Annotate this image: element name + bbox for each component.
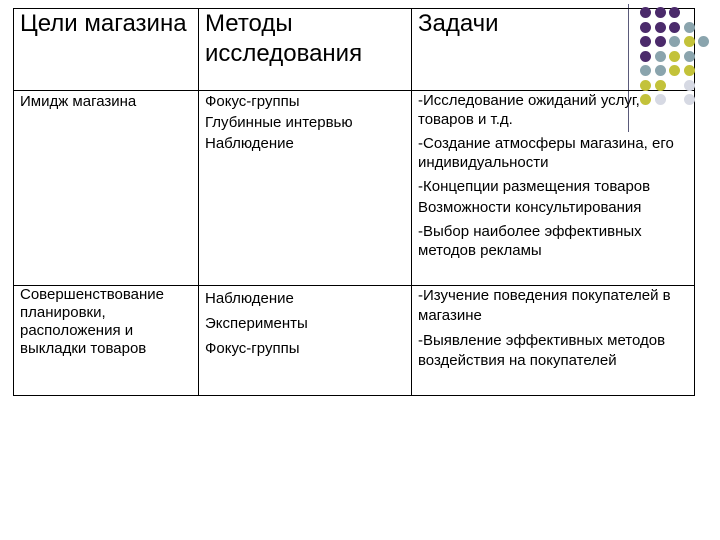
- goal-cell: [14, 285, 199, 395]
- goal-cell: [14, 90, 199, 285]
- goal-text: Совершенствование планировки, расположения и выкладки товаров: [20, 285, 164, 357]
- method-item: Глубинные интервью: [205, 113, 353, 131]
- decor-dot: [655, 36, 666, 47]
- decor-dot: [669, 36, 680, 47]
- header-goals: [14, 9, 199, 91]
- decor-dot: [684, 94, 695, 105]
- tasks-cell: [412, 285, 695, 395]
- decor-dot: [655, 94, 666, 105]
- decor-dot: [684, 80, 695, 91]
- decor-dot: [684, 51, 695, 62]
- decor-dot: [640, 22, 651, 33]
- methods-cell: [199, 285, 412, 395]
- decor-dot: [640, 36, 651, 47]
- decor-dot: [684, 65, 695, 76]
- decor-dot: [640, 51, 651, 62]
- method-item: Фокус-группы: [205, 339, 300, 357]
- header-goals-label: Цели магазина: [20, 10, 187, 37]
- research-table: [13, 8, 695, 396]
- decor-dot: [698, 36, 709, 47]
- table-row: [14, 90, 695, 285]
- decor-dot: [655, 65, 666, 76]
- decor-dot: [655, 51, 666, 62]
- goal-text: Имидж магазина: [20, 92, 137, 110]
- decor-dot: [640, 7, 651, 18]
- decor-dot: [669, 51, 680, 62]
- decor-dot: [669, 22, 680, 33]
- method-item: Эксперименты: [205, 314, 308, 332]
- decor-dot: [684, 36, 695, 47]
- decor-dot: [669, 65, 680, 76]
- method-item: Фокус-группы: [205, 92, 300, 110]
- decor-dot: [640, 80, 651, 91]
- decor-dot: [684, 22, 695, 33]
- task-item: -Исследование ожиданий услуг, товаров и т.д.: [418, 91, 640, 128]
- table-row: [14, 285, 695, 395]
- task-item: -Выявление эффективных методов воздействия на покупателей: [418, 331, 666, 369]
- method-item: Наблюдение: [205, 289, 294, 307]
- task-item: Возможности консультирования: [418, 198, 642, 216]
- decor-dot: [640, 65, 651, 76]
- method-item: Наблюдение: [205, 134, 294, 152]
- task-item: -Изучение поведения покупателей в магазине: [418, 286, 671, 324]
- decor-dot: [655, 80, 666, 91]
- header-methods: [199, 9, 412, 91]
- table-header-row: [14, 9, 695, 91]
- decor-dot: [640, 94, 651, 105]
- decor-dot-grid: [635, 7, 720, 112]
- task-item: -Создание атмосферы магазина, его индивидуальности: [418, 134, 674, 171]
- header-methods-label: Методы исследования: [205, 10, 363, 67]
- decor-dot: [655, 22, 666, 33]
- tasks-cell: [412, 90, 695, 285]
- header-tasks-label: Задачи: [418, 10, 499, 37]
- methods-cell: [199, 90, 412, 285]
- decor-dot: [669, 7, 680, 18]
- task-item: -Концепции размещения товаров: [418, 177, 651, 195]
- task-item: -Выбор наиболее эффективных методов рекламы: [418, 222, 642, 259]
- decor-dot: [655, 7, 666, 18]
